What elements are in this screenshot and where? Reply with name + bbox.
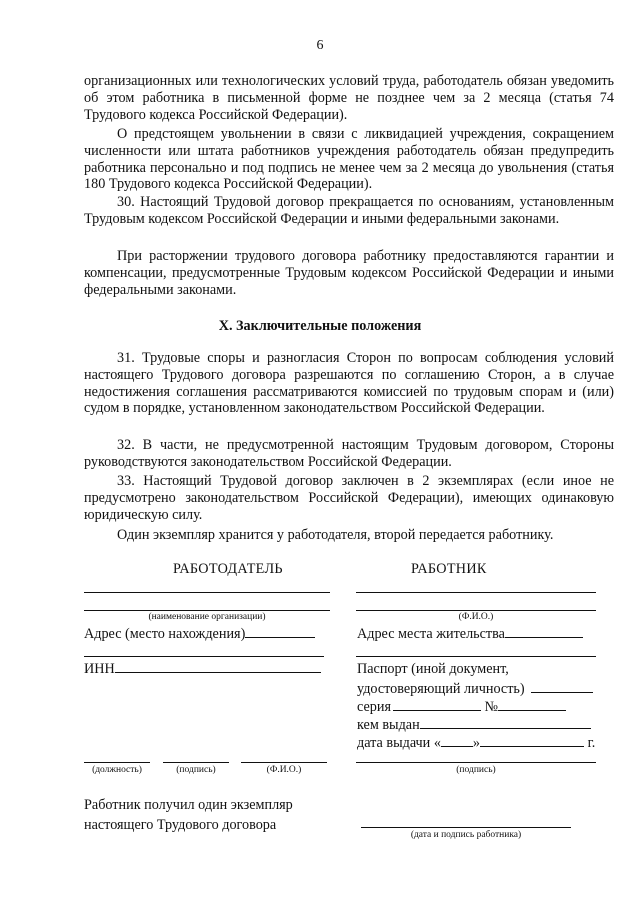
employee-name-caption: (Ф.И.О.) — [458, 612, 494, 622]
employer-inn-input[interactable] — [115, 660, 321, 673]
paragraph-guarantees: При расторжении трудового договора работнику предоставляются гарантии и компенсации, предусмотренные Трудовым кодексом Российской Федерации и иными федеральными законами. — [84, 248, 614, 298]
employee-address-label: Адрес места жительства — [357, 626, 505, 642]
employer-name-caption: (Ф.И.О.) — [266, 765, 302, 775]
employer-org-line-2 — [84, 610, 330, 611]
employee-issue-date-suffix: г. — [587, 735, 596, 751]
employee-address-line-2[interactable] — [356, 656, 596, 657]
employer-address-line-2 — [84, 656, 324, 657]
employee-passport-field — [357, 680, 593, 698]
employee-issue-date-field — [357, 734, 595, 752]
employee-title: РАБОТНИК — [411, 561, 487, 577]
employee-issue-date-mid: » — [472, 735, 481, 751]
section-heading: X. Заключительные положения — [218, 318, 422, 334]
employee-issued-by-field — [357, 716, 591, 734]
page-number: 6 — [316, 38, 324, 53]
employee-passport-label-1: Паспорт (иной документ, — [357, 661, 509, 677]
receipt-note-line-2: настоящего Трудового договора — [84, 817, 277, 833]
paragraph-disputes: 31. Трудовые споры и разногласия Сторон по вопросам соблюдения условий настоящего Трудового договора разрешаются по соглашению Сторон, а в случае недостижения соглашения рассматриваются комиссией по трудовым спорам и (или) судом в порядке, установленном законодательством Российской Федерации. — [84, 350, 614, 417]
receipt-caption: (дата и подпись работника) — [410, 830, 522, 840]
employee-issue-month-year-input[interactable] — [480, 734, 584, 747]
employer-org-line — [84, 592, 330, 593]
employee-signature-line[interactable] — [356, 762, 596, 763]
employee-issued-by-label: кем выдан — [357, 717, 420, 733]
employer-signature-line[interactable] — [163, 762, 229, 763]
employee-name-line-2[interactable] — [356, 610, 596, 611]
employer-org-caption: (наименование организации) — [148, 612, 266, 622]
employee-signature-caption: (подпись) — [456, 765, 496, 775]
employee-issue-day-input[interactable] — [441, 734, 473, 747]
employer-position-line[interactable] — [84, 762, 150, 763]
employee-passport-input[interactable] — [531, 680, 593, 693]
employer-name-line[interactable] — [241, 762, 327, 763]
employer-address-field — [84, 625, 315, 643]
employee-address-input[interactable] — [505, 625, 583, 638]
paragraph-termination: 30. Настоящий Трудовой договор прекращается по основаниям, установленным Трудовым кодексом Российской Федерации и иными федеральными законами. — [84, 194, 614, 227]
paragraph-legislation: 32. В части, не предусмотренной настоящим Трудовым договором, Стороны руководствуются законодательством Российской Федерации. — [84, 437, 614, 470]
employer-position-caption: (должность) — [92, 765, 142, 775]
employee-series-label: серия — [357, 699, 391, 715]
employee-issue-date-label: дата выдачи « — [357, 735, 441, 751]
employer-inn-field — [84, 660, 321, 678]
employer-inn-label: ИНН — [84, 661, 115, 677]
employee-name-line[interactable] — [356, 592, 596, 593]
employee-number-input[interactable] — [498, 698, 566, 711]
paragraph-copies: 33. Настоящий Трудовой договор заключен в 2 экземплярах (если иное не предусмотрено законодательством Российской Федерации), имеющих одинаковую юридическую силу. — [84, 473, 614, 523]
employer-signature-caption: (подпись) — [176, 765, 216, 775]
employee-issued-by-input[interactable] — [420, 716, 591, 729]
employer-address-input[interactable] — [245, 625, 315, 638]
employee-passport-label-2: удостоверяющий личность) — [357, 681, 525, 697]
employee-address-field — [357, 625, 583, 643]
receipt-note — [84, 795, 293, 835]
paragraph-copy-storage: Один экземпляр хранится у работодателя, второй передается работнику. — [117, 527, 554, 543]
receipt-note-line-1: Работник получил один экземпляр — [84, 797, 293, 813]
paragraph-dismissal-notice: О предстоящем увольнении в связи с ликвидацией учреждения, сокращением численности или штата работников учреждения работодатель обязан предупредить работника персонально и под подпись не менее чем за 2 месяца до увольнения (статья 180 Трудового кодекса Российской Федерации). — [84, 126, 614, 193]
employer-address-label: Адрес (место нахождения) — [84, 626, 246, 642]
employee-series-input[interactable] — [393, 698, 481, 711]
receipt-signature-line[interactable] — [361, 827, 571, 828]
employee-series-field — [357, 698, 566, 716]
employee-number-label: № — [484, 699, 499, 715]
employer-title: РАБОТОДАТЕЛЬ — [173, 561, 283, 577]
paragraph-employment-change: организационных или технологических условий труда, работодатель обязан уведомить об этом работника в письменной форме не позднее чем за 2 месяца (статья 74 Трудового кодекса Российской Федерации). — [84, 73, 614, 123]
